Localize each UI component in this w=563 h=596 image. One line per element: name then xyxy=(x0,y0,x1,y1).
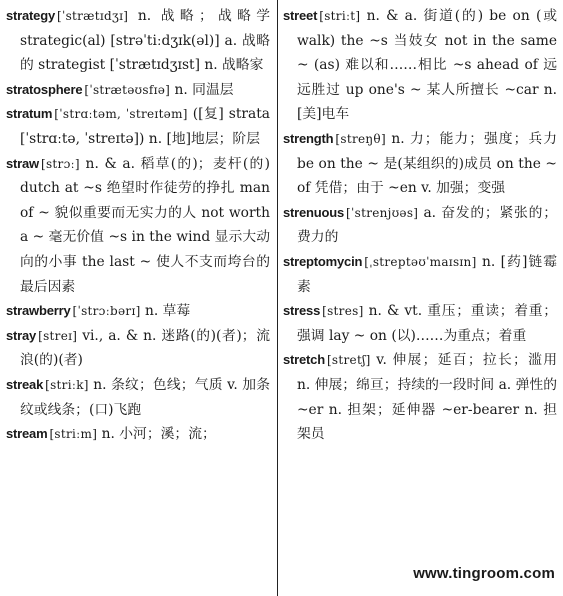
watermark-url: www.tingroom.com xyxy=(413,565,555,582)
dictionary-entry: strategy [ˈstrætɪdʒɪ] n. 战略；战略学 strategic(al) [strəˈtiːdʒɪk(əl)] a. 战略的 strategist [ˈstrætɪdʒɪst] n. 战略家 xyxy=(6,8,270,74)
dictionary-entry: strawberry [ˈstrɔːbərɪ] n. 草莓 xyxy=(6,303,191,320)
dictionary-entry: strenuous [ˈstrenjʊəs] a. 奋发的；紧张的；费力的 xyxy=(283,204,557,246)
dictionary-entry: stream [striːm] n. 小河；溪；流； xyxy=(6,426,216,443)
dictionary-entry: stress [stres] n. & vt. 重压；重读；着重；强调 lay ~ on (以)……为重点；着重 xyxy=(283,303,557,344)
column-divider xyxy=(277,0,278,596)
right-column xyxy=(283,4,557,447)
dictionary-entry: straw [strɔː] n. & a. 稻草(的)；麦杆(的) dutch at ~s 绝望时作徒劳的挣扎 man of ~ 貌似重要而无实力的人 not worth a ~ 毫无价值 ~s in the wind 显示大动向的小事 the last ~ 使人不支而垮台的最后因素 xyxy=(6,155,270,295)
left-column xyxy=(6,4,270,447)
dictionary-entry: stretch [stretʃ] v. 伸展；延百；拉长；滥用 n. 伸展；绵亘；持续的一段时间 a. 弹性的 ~er n. 担架；延伸器 ~er-bearer n. 担架员 xyxy=(283,352,557,443)
dictionary-entry: strength [streŋθ] n. 力；能力；强度；兵力 be on the ~ 是(某组织的)成员 on the ~ of 凭借；由于 ~en v. 加强；变强 xyxy=(283,130,557,197)
dictionary-entry: street [striːt] n. & a. 街道(的) be on (或 walk) the ~s 当妓女 not in the same ~ (as) 难以和……相比 ~s ahead of 远远胜过 up one's ~ 某人所擅长 ~car n. [美]电车 xyxy=(283,8,557,123)
dictionary-entry: stratum [ˈstrɑːtəm, ˈstreɪtəm] ([复] strata [ˈstrɑːtə, ˈstreɪtə]) n. [地]地层；阶层 xyxy=(6,106,270,147)
dictionary-entry: stratosphere [ˈstrætəʊsfɪə] n. 同温层 xyxy=(6,81,234,98)
dictionary-entry: streptomycin [ˌstreptəʊˈmaɪsɪn] n. [药]链霉素 xyxy=(283,253,557,295)
dictionary-entry: streak [striːk] n. 条纹；色线；气质 v. 加条纹或线条；(口)飞跑 xyxy=(6,376,270,418)
dictionary-entry: stray [streɪ] vi., a. & n. 迷路(的)(者)；流浪(的)(者) xyxy=(6,327,270,369)
